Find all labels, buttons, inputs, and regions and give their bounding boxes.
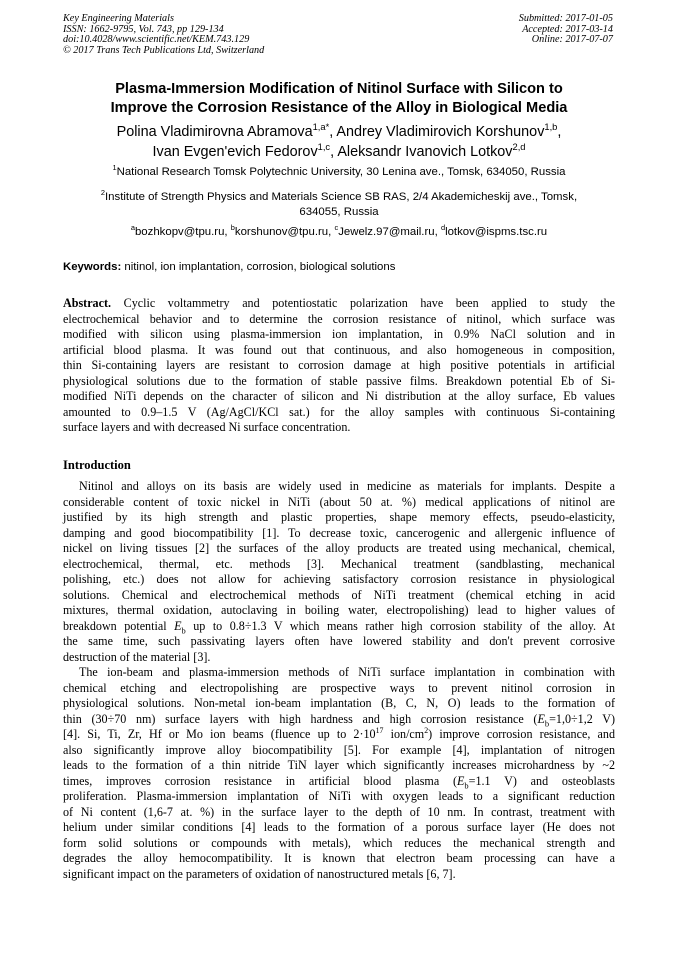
exponent: 2	[424, 725, 429, 735]
intro-line: Nitinol and alloys on its basis are widely used in medicine as materials for implants. Despite a	[79, 479, 615, 493]
intro-text: thin (30÷70 nm) surface layers with high hardness and high corrosion resistance (	[63, 711, 538, 726]
email-sup: a	[130, 223, 135, 233]
title-line-2: Improve the Corrosion Resistance of the Alloy in Biological Media	[110, 100, 568, 116]
author-sup: 1,c	[317, 142, 331, 153]
intro-line: of Ni content (1,6-7 at. %) in the surface layer to the depth of 10 nm. In contrast, treatment with	[63, 804, 615, 819]
affiliation-text: Institute of Strength Physics and Materials Science SB RAS, 2/4 Akademicheskij ave., Tomsk,	[105, 191, 578, 203]
email-link[interactable]: Jewelz.97@mail.ru	[338, 226, 435, 238]
intro-text: up to 0.8÷1.3 V which means rather high corrosion stability of the alloy. At	[185, 618, 615, 633]
email-sep: ,	[224, 226, 231, 238]
author-name: Andrey Vladimirovich Korshunov	[336, 124, 545, 140]
intro-text: =1.1 V) and osteoblasts	[468, 773, 615, 788]
intro-line: proliferation. Plasma-immersion implantation of NiTi with oxygen leads to a significant reduction	[63, 789, 615, 803]
exponent: 17	[375, 725, 384, 735]
affiliation-2-line-2: 634055, Russia	[299, 205, 379, 218]
keywords	[63, 260, 615, 274]
intro-line: The ion-beam and plasma-immersion methods of NiTi surface implantation in combination with	[79, 665, 615, 679]
intro-line: mixtures, thermal oxidation, autoclaving in boiling water, electropolishing) lead to higher values of	[63, 603, 615, 617]
email-sep: ,	[434, 226, 441, 238]
author-sep: ,	[557, 124, 562, 140]
intro-text: ion/cm	[383, 727, 425, 741]
author-sup: 2,d	[512, 142, 526, 153]
intro-line: helium under similar conditions [4] leads to the formation of a porous surface layer (He does not	[63, 820, 615, 834]
keywords-text: nitinol, ion implantation, corrosion, biological solutions	[121, 261, 396, 273]
abstract	[63, 296, 615, 436]
intro-line: physiological solutions. Non-metal ion-beam implantation (B, C, N, O) leads to the formation of	[63, 696, 615, 710]
email-link[interactable]: korshunov@tpu.ru	[234, 226, 329, 238]
intro-line: polishing, etc.) does not allow for achieving satisfactory corrosion resistance in physiological	[63, 572, 615, 586]
authors-line-1	[40, 122, 638, 142]
journal-name: Key Engineering Materials	[63, 13, 174, 24]
intro-line	[63, 727, 615, 743]
intro-line	[63, 774, 615, 790]
symbol-sub: b	[464, 779, 469, 790]
introduction-body	[63, 479, 615, 882]
intro-line: destruction of the material [3].	[63, 649, 211, 664]
abstract-line: electrochemical behavior and to determine the corrosion resistance of nitinol, which surface was	[63, 311, 615, 326]
intro-line: form solid solutions or compounds with metals), which reduces the mechanical strength and	[63, 835, 615, 850]
author-name: Aleksandr Ivanovich Lotkov	[337, 144, 513, 160]
journal-info	[63, 14, 383, 56]
symbol-e: E	[537, 711, 545, 726]
affiliation-sup: 1	[112, 163, 117, 173]
doi: doi:10.4028/www.scientific.net/KEM.743.129	[63, 34, 250, 45]
keywords-label: Keywords:	[63, 261, 122, 273]
symbol-e: E	[174, 618, 182, 633]
abstract-line: surface layers and with decreased Ni surface concentration.	[63, 420, 351, 434]
author-sup: 1,a*	[312, 122, 330, 133]
intro-line: considerable content of toxic nickel in NiTi (about 50 at. %) medical applications of nitinol are	[63, 494, 615, 509]
email-sup: d	[440, 223, 446, 233]
dates-info	[393, 14, 613, 46]
affiliation-sup: 2	[100, 188, 106, 198]
intro-text: [4]. Si, Ti, Zr, Hf or Mo ion beams (fluence up to 2·10	[63, 727, 376, 741]
author-sup: 1,b	[544, 122, 558, 133]
intro-line: solutions. Chemical and electrochemical methods of NiTi treatment (chemical etching in acid	[63, 587, 615, 602]
intro-line: damping and good biocompatibility [1]. To decrease toxic, cancerogenic and allergenic influence of	[63, 525, 615, 540]
intro-line: justified by its high strength and plastic properties, shape memory effects, pseudo-elasticity,	[63, 510, 615, 524]
symbol-e: E	[457, 773, 465, 788]
intro-text: ) improve corrosion resistance, and	[428, 727, 615, 741]
symbol-sub: b	[181, 624, 186, 635]
intro-line: chemical etching and electropolishing are prospective ways to prevent nitinol corrosion in	[63, 680, 615, 695]
intro-text: breakdown potential	[63, 618, 175, 633]
symbol-sub: b	[544, 717, 550, 728]
intro-text: =1,0÷1,2 V)	[549, 711, 615, 726]
authors-line-2	[40, 142, 638, 162]
affiliation-text: National Research Tomsk Polytechnic University, 30 Lenina ave., Tomsk, 634050, Russia	[116, 166, 566, 178]
abstract-text: Cyclic voltammetry and potentiostatic polarization have been applied to study the	[111, 296, 615, 310]
abstract-line	[63, 296, 615, 312]
intro-line: the same time, such passivating layers often have lowered stability and don't prevent corrosive	[63, 634, 615, 648]
affiliation-2	[40, 190, 638, 219]
abstract-line: physiological solutions due to the formation of stable passive films. Breakdown potential Eb of Si-	[63, 373, 615, 388]
affiliation-1	[40, 165, 638, 180]
affiliation-2-line-1	[40, 190, 638, 205]
intro-line: nickel on living tissues [2] the surfaces of the alloy products are treated using mechanical, chemical,	[63, 541, 615, 555]
abstract-label: Abstract.	[63, 296, 112, 310]
abstract-line: artificial blood plasma. It was found out that continuous, and also homogeneous in composition,	[63, 342, 615, 357]
online-date: Online: 2017-07-07	[531, 34, 613, 45]
author-sep: ,	[329, 124, 337, 140]
accepted-date: Accepted: 2017-03-14	[522, 23, 613, 35]
author-sep: ,	[330, 144, 338, 160]
title-line-1: Plasma-Immersion Modification of Nitinol Surface with Silicon to	[115, 81, 563, 97]
email-sup: c	[334, 223, 339, 233]
author-name: Ivan Evgen'evich Fedorov	[152, 144, 318, 160]
intro-line: also significantly improve alloy biocompatibility [5]. For example [4], implantation of nitrogen	[63, 742, 615, 757]
paper-title	[40, 80, 638, 118]
intro-line: significant impact on the parameters of oxidation of nanostructured metals [6, 7].	[63, 866, 456, 881]
intro-line	[63, 712, 615, 728]
submitted-date: Submitted: 2017-01-05	[518, 13, 613, 24]
email-link[interactable]: bozhkopv@tpu.ru	[134, 226, 225, 238]
abstract-line: thin Si-containing layers are resistant to corrosion damage at high positive potentials in artificial	[63, 358, 615, 372]
abstract-line: amounted to 0.9–1.5 V (Ag/AgCl/KCl sat.) for the alloy samples with continuous Si-containing	[63, 404, 615, 419]
author-name: Polina Vladimirovna Abramova	[116, 124, 313, 140]
intro-line: leads to the formation of a thin nitride TiN layer which significantly increases microhardness by ~2	[63, 758, 615, 772]
email-sep: ,	[328, 226, 335, 238]
email-sup: b	[230, 223, 235, 233]
copyright: © 2017 Trans Tech Publications Ltd, Switzerland	[63, 44, 265, 56]
intro-line: electrochemical, thermal, etc. methods [3]. Mechanical treatment (sandblasting, mechanical	[63, 556, 615, 571]
intro-line: degrades the alloy hemocompatibility. It is known that electron beam processing can have a	[63, 851, 615, 865]
authors	[40, 122, 638, 162]
abstract-line: modified with silicon using plasma-immersion ion implantation, in 0.9% NaCl solution and in	[63, 327, 615, 341]
intro-line	[63, 619, 615, 635]
author-emails	[40, 225, 638, 240]
email-link[interactable]: lotkov@ispms.tsc.ru	[445, 226, 548, 238]
abstract-line: modified NiTi depends on the character of silicon and Ni distribution at the alloy surface, Eb values	[63, 389, 615, 403]
section-heading-introduction: Introduction	[63, 458, 131, 472]
intro-text: times, improves corrosion resistance in artificial blood plasma (	[63, 773, 458, 788]
issn: ISSN: 1662-9795, Vol. 743, pp 129-134	[63, 23, 224, 35]
